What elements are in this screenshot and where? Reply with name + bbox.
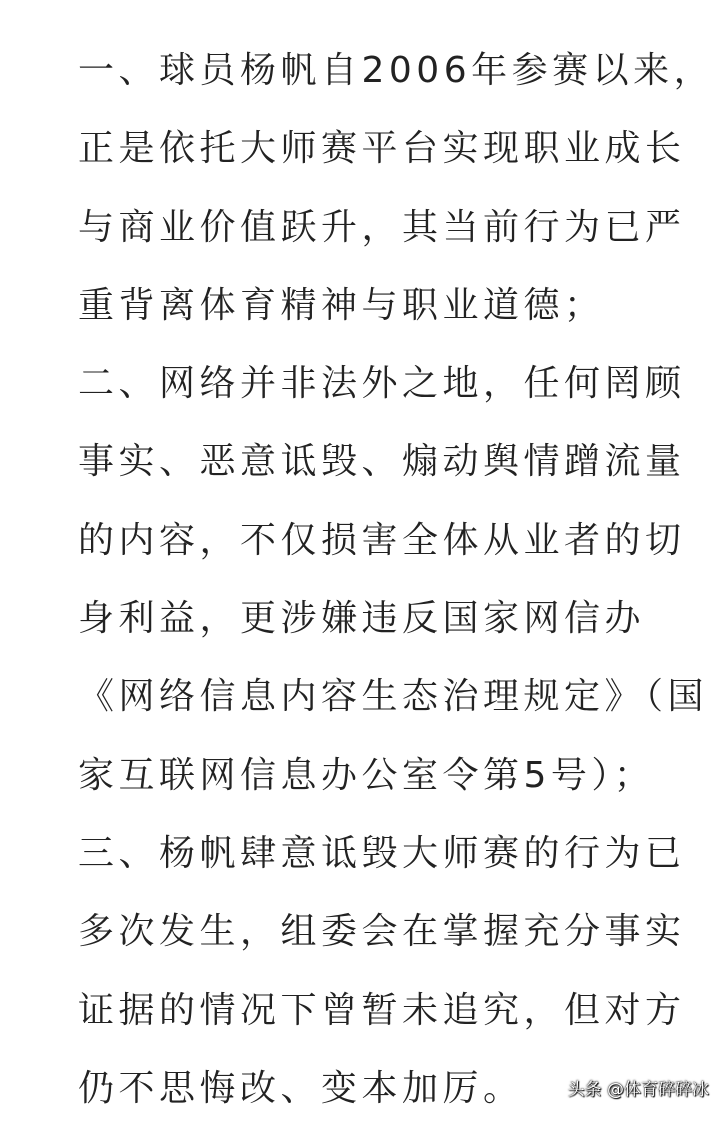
text-line-2: 正是依托大师赛平台实现职业成长 xyxy=(78,128,686,170)
text-line-1: 一、球员杨帆自2006年参赛以来， xyxy=(78,50,715,91)
text-line-8: 身利益，更涉嫌违反国家网信办 xyxy=(78,598,646,640)
text-line-11: 三、杨帆肆意诋毁大师赛的行为已 xyxy=(78,832,686,874)
text-line-4: 重背离体育精神与职业道德； xyxy=(78,284,605,326)
text-line-7: 的内容，不仅损害全体从业者的切 xyxy=(78,519,686,561)
article-body xyxy=(78,42,715,1138)
text-line-12: 多次发生，组委会在掌握充分事实 xyxy=(78,911,686,953)
text-line-9: 《网络信息内容生态治理规定》（国 xyxy=(78,676,709,718)
text-line-14: 仍不思悔改、变本加厉。 xyxy=(78,1067,524,1109)
text-line-10: 家互联网信息办公室令第5号）； xyxy=(78,754,655,796)
text-line-13: 证据的情况下曾暂未追究，但对方 xyxy=(78,989,686,1031)
source-watermark: 头条 @体育碎碎冰 xyxy=(567,1080,709,1100)
text-line-5: 二、网络并非法外之地，任何罔顾 xyxy=(78,363,686,405)
text-line-3: 与商业价值跃升，其当前行为已严 xyxy=(78,206,686,248)
text-line-6: 事实、恶意诋毁、煽动舆情蹭流量 xyxy=(78,441,686,483)
